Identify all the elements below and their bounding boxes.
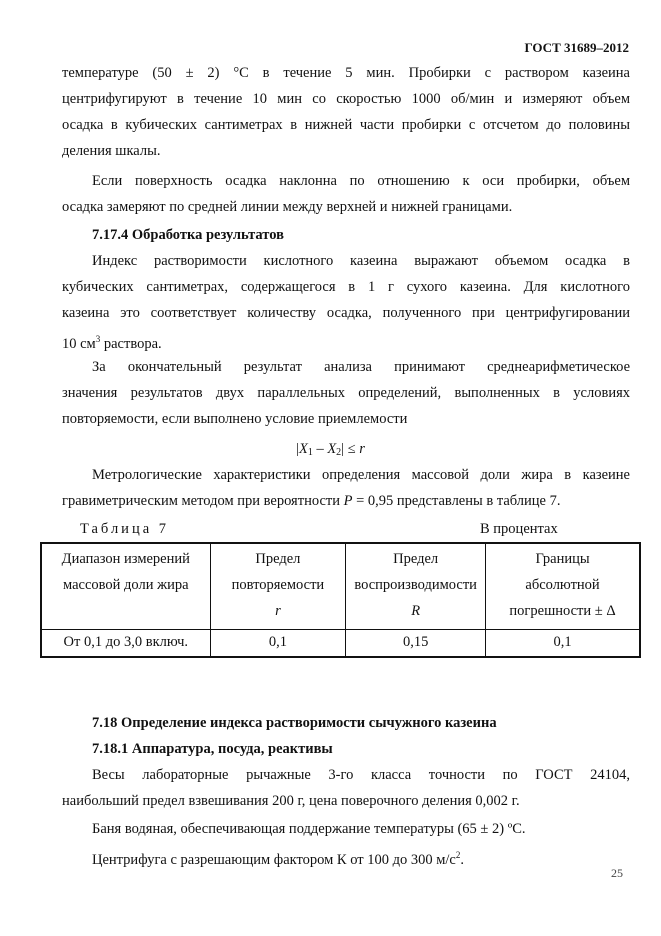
text-segment: 10 см: [62, 336, 96, 352]
text-line: [62, 488, 630, 514]
header-var: r: [275, 603, 281, 619]
text-line: центрифугируют в течение 10 мин со скоростью 1000 об/мин и измеряют объем: [62, 91, 630, 107]
text-line: Индекс растворимости кислотного казеина выражают объемом осадка в: [92, 253, 630, 269]
text-line: наибольший предел взвешивания 200 г, цена поверочного деления 0,002 г.: [62, 793, 520, 809]
page-number: 25: [611, 866, 623, 880]
section-heading-7-18: 7.18 Определение индекса растворимости сычужного казеина: [92, 715, 497, 731]
table-cell: От 0,1 до 3,0 включ.: [41, 629, 210, 657]
header-line: воспроизводимости: [354, 577, 477, 593]
metrology-table: [40, 542, 641, 658]
paragraph-solubility-index: [62, 248, 630, 357]
table-header-row: [41, 543, 640, 629]
formula-index: 1: [307, 447, 313, 458]
header-reproducibility: [346, 543, 486, 629]
standard-header: ГОСТ 31689–2012: [524, 40, 629, 55]
abs-bar: |: [296, 441, 299, 457]
table-row: [41, 629, 640, 657]
text-line: значения результатов двух параллельных определений, выполненных в условиях: [62, 385, 630, 401]
formula-var: X: [298, 441, 308, 457]
header-line: погрешности ± Δ: [509, 603, 616, 619]
header-line: массовой доли жира: [63, 577, 189, 593]
text-segment: раствора.: [100, 336, 162, 352]
acceptability-formula: [0, 441, 661, 458]
paragraph-final-result: [62, 354, 630, 432]
text-line: Весы лабораторные рычажные 3-го класса точности по ГОСТ 24104,: [92, 767, 630, 783]
header-line: Границы: [535, 551, 590, 567]
header-line: абсолютной: [525, 577, 600, 593]
abs-bar: |: [341, 441, 345, 457]
header-var: R: [411, 603, 421, 619]
formula-op: ≤: [344, 441, 360, 457]
paragraph-metrology: [62, 462, 630, 514]
paragraph-centrifuge: [62, 60, 630, 164]
table-cell: 0,1: [210, 629, 346, 657]
superscript: 3: [95, 334, 101, 344]
text-segment: Центрифуга с разрешающим фактором К от 100 до 300 м/с: [92, 852, 456, 868]
formula-var: r: [359, 441, 365, 457]
table-unit: В процентах: [480, 521, 558, 537]
table-caption: Таблица 7: [80, 521, 170, 537]
superscript: 2: [455, 850, 461, 860]
section-heading-7-18-1: 7.18.1 Аппаратура, посуда, реактивы: [92, 741, 333, 757]
paragraph-centrifuge-factor: [62, 842, 630, 873]
section-heading-7-17-4: 7.17.4 Обработка результатов: [92, 227, 284, 243]
text-line: повторяемости, если выполнено условие приемлемости: [62, 411, 408, 427]
table-cell: 0,15: [346, 629, 486, 657]
text-var: P: [343, 493, 353, 509]
text-line: [62, 326, 630, 357]
text-line: деления шкалы.: [62, 143, 161, 159]
header-error-bounds: [486, 543, 640, 629]
text-line: казеина это соответствует количеству осадка, полученного при центрифугировании: [62, 305, 630, 321]
text-segment: = 0,95 представлены в таблице 7.: [352, 493, 561, 509]
paragraph-water-bath: Баня водяная, обеспечивающая поддержание температуры (65 ± 2) ºС.: [92, 821, 526, 837]
formula-var: X: [327, 441, 337, 457]
text-segment: гравиметрическим методом при вероятности: [62, 493, 344, 509]
text-line: кубических сантиметрах, содержащегося в 1 г сухого казеина. Для кислотного: [62, 279, 630, 295]
text-line: осадка замеряют по средней линии между верхней и нижней границами.: [62, 199, 513, 215]
header-repeatability: [210, 543, 346, 629]
header-line: Диапазон измерений: [61, 551, 190, 567]
paragraph-surface: [62, 168, 630, 220]
text-line: температуре (50 ± 2) °С в течение 5 мин. Пробирки с раствором казеина: [62, 65, 630, 81]
text-line: осадка в кубических сантиметрах в нижней части пробирки с отсчетом до половины: [62, 117, 630, 133]
header-range: [41, 543, 210, 629]
formula-op: –: [312, 441, 328, 457]
header-line: повторяемости: [231, 577, 325, 593]
paragraph-scales: [62, 762, 630, 814]
header-line: Предел: [255, 551, 301, 567]
text-segment: .: [460, 852, 464, 868]
header-line: Предел: [393, 551, 439, 567]
text-line: Метрологические характеристики определения массовой доли жира в казеине: [92, 467, 630, 483]
table-cell: 0,1: [486, 629, 640, 657]
formula-index: 2: [336, 447, 342, 458]
text-line: Если поверхность осадка наклонна по отношению к оси пробирки, объем: [92, 173, 630, 189]
text-line: За окончательный результат анализа принимают среднеарифметическое: [92, 359, 630, 375]
